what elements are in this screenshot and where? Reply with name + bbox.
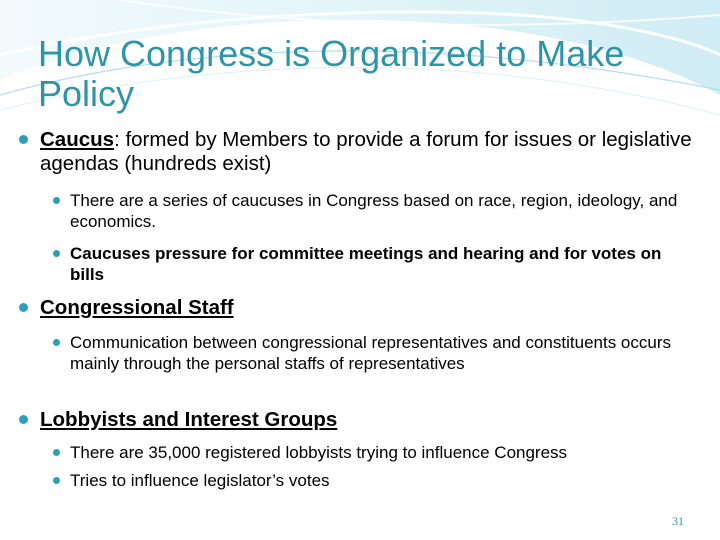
bullet-dot-icon (19, 135, 28, 144)
sub-bullet-text: There are a series of caucuses in Congress based on race, region, ideology, and economics. (70, 191, 678, 231)
bullet-term: Lobbyists and Interest Groups (40, 408, 338, 431)
bullet-dot-icon (53, 250, 60, 257)
page-number: 31 (672, 514, 684, 528)
sub-bullet-text: Tries to influence legislator’s votes (70, 471, 330, 490)
bullet-dot-icon (53, 477, 60, 484)
bullet-dot-icon (53, 197, 60, 204)
bullet-dot-icon (53, 339, 60, 346)
sub-bullet-text: Caucuses pressure for committee meetings and hearing and for votes on bills (70, 244, 662, 284)
sub-bullet-item (70, 470, 695, 491)
slide-title: How Congress is Organized to Make Policy (38, 33, 625, 114)
sub-bullet-item (70, 442, 695, 463)
bullet-text: : formed by Members to provide a forum for issues or legislative agendas (hundreds exist) (40, 128, 692, 175)
sub-bullet-item (70, 243, 695, 285)
sub-bullet-text: Communication between congressional representatives and constituents occurs mainly through the personal staffs of representatives (70, 333, 671, 373)
sub-bullet-item (70, 190, 695, 232)
bullet-item-caucus (40, 128, 700, 176)
bullet-term: Caucus (40, 128, 115, 151)
bullet-dot-icon (53, 449, 60, 456)
bullet-term: Congressional Staff (40, 296, 234, 319)
bullet-item-lobbyists (40, 408, 700, 432)
sub-bullet-item (70, 332, 695, 374)
bullet-dot-icon (19, 415, 28, 424)
sub-bullet-text: There are 35,000 registered lobbyists trying to influence Congress (70, 443, 568, 462)
bullet-dot-icon (19, 303, 28, 312)
bullet-item-congressional-staff (40, 296, 700, 320)
